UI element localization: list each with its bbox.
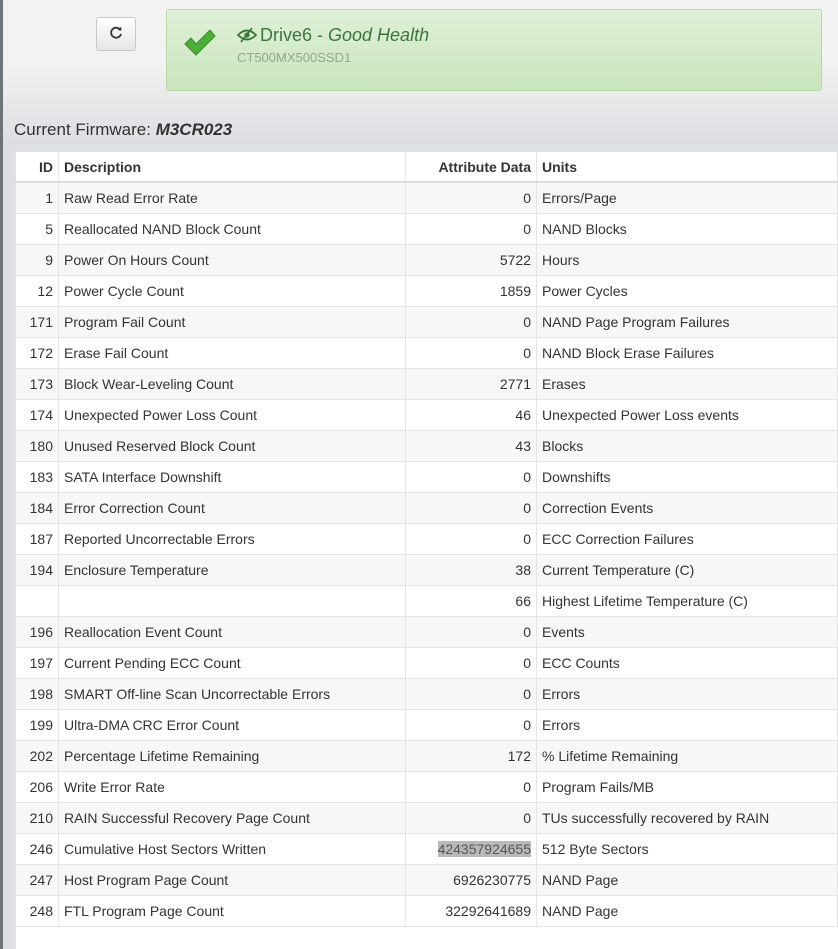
attribute-units: Blocks	[537, 431, 838, 462]
table-row[interactable]	[16, 896, 838, 927]
table-row[interactable]	[16, 400, 838, 431]
attribute-units: NAND Block Erase Failures	[537, 338, 838, 369]
attribute-id: 247	[16, 865, 59, 896]
eye-slash-icon	[237, 27, 257, 48]
attribute-description: RAIN Successful Recovery Page Count	[59, 803, 406, 834]
attribute-units: Events	[537, 617, 838, 648]
firmware-line	[14, 120, 232, 140]
attribute-description: Enclosure Temperature	[59, 555, 406, 586]
header-description[interactable]: Description	[59, 152, 406, 183]
attribute-description: Cumulative Host Sectors Written	[59, 834, 406, 865]
table-row[interactable]	[16, 493, 838, 524]
attribute-data: 0	[406, 524, 537, 555]
attribute-units: Erases	[537, 369, 838, 400]
table-header-row	[16, 152, 838, 183]
attribute-units: Errors/Page	[537, 182, 838, 214]
refresh-button[interactable]	[96, 17, 136, 51]
attribute-id: 196	[16, 617, 59, 648]
attribute-id: 187	[16, 524, 59, 555]
attribute-units: NAND Page	[537, 896, 838, 927]
attribute-id: 180	[16, 431, 59, 462]
table-footer-space	[15, 927, 838, 949]
attribute-units: 512 Byte Sectors	[537, 834, 838, 865]
table-row[interactable]	[16, 431, 838, 462]
window-edge	[0, 0, 3, 949]
table-row[interactable]	[16, 276, 838, 307]
attribute-id: 183	[16, 462, 59, 493]
checkmark-icon	[183, 28, 217, 61]
attribute-description: SATA Interface Downshift	[59, 462, 406, 493]
attribute-id: 172	[16, 338, 59, 369]
attribute-data: 0	[406, 803, 537, 834]
attribute-units: Errors	[537, 710, 838, 741]
attribute-description: Error Correction Count	[59, 493, 406, 524]
attribute-id: 246	[16, 834, 59, 865]
attribute-description: Current Pending ECC Count	[59, 648, 406, 679]
attribute-units: Power Cycles	[537, 276, 838, 307]
table-row[interactable]	[16, 307, 838, 338]
header-units[interactable]: Units	[537, 152, 838, 183]
attribute-data: 0	[406, 214, 537, 245]
table-row[interactable]	[16, 834, 838, 865]
attribute-description: Reported Uncorrectable Errors	[59, 524, 406, 555]
attribute-data: 32292641689	[406, 896, 537, 927]
attribute-data: 43	[406, 431, 537, 462]
attribute-id: 184	[16, 493, 59, 524]
table-row[interactable]	[16, 524, 838, 555]
table-row[interactable]	[16, 865, 838, 896]
attribute-id: 248	[16, 896, 59, 927]
attribute-description: Percentage Lifetime Remaining	[59, 741, 406, 772]
table-row[interactable]	[16, 679, 838, 710]
attribute-id: 202	[16, 741, 59, 772]
attribute-data: 0	[406, 307, 537, 338]
selected-text[interactable]: 424357924655	[437, 841, 531, 857]
table-row[interactable]	[16, 586, 838, 617]
attribute-data: 66	[406, 586, 537, 617]
attribute-id: 171	[16, 307, 59, 338]
attribute-data: 0	[406, 772, 537, 803]
attribute-units: ECC Counts	[537, 648, 838, 679]
attribute-description: Program Fail Count	[59, 307, 406, 338]
attribute-id: 210	[16, 803, 59, 834]
attribute-data: 5722	[406, 245, 537, 276]
attribute-units: Current Temperature (C)	[537, 555, 838, 586]
attribute-description: Reallocated NAND Block Count	[59, 214, 406, 245]
drive-status-panel	[166, 9, 822, 91]
header-id[interactable]: ID	[16, 152, 59, 183]
attribute-data: 0	[406, 493, 537, 524]
attribute-description: FTL Program Page Count	[59, 896, 406, 927]
attribute-id: 12	[16, 276, 59, 307]
attribute-id: 174	[16, 400, 59, 431]
attribute-data: 46	[406, 400, 537, 431]
attribute-id: 5	[16, 214, 59, 245]
drive-title	[237, 25, 429, 48]
attribute-units: NAND Page	[537, 865, 838, 896]
attribute-description	[59, 586, 406, 617]
firmware-label: Current Firmware:	[14, 120, 156, 139]
attribute-description: SMART Off-line Scan Uncorrectable Errors	[59, 679, 406, 710]
attribute-description: Block Wear-Leveling Count	[59, 369, 406, 400]
drive-name: Drive6	[260, 25, 313, 45]
table-row[interactable]	[16, 803, 838, 834]
attribute-description: Reallocation Event Count	[59, 617, 406, 648]
attribute-data: 0	[406, 338, 537, 369]
attribute-id: 198	[16, 679, 59, 710]
attribute-data	[406, 834, 537, 865]
attribute-id: 197	[16, 648, 59, 679]
firmware-version: M3CR023	[155, 120, 233, 139]
attribute-description: Unexpected Power Loss Count	[59, 400, 406, 431]
attribute-units: NAND Blocks	[537, 214, 838, 245]
table-row[interactable]	[16, 338, 838, 369]
header-attribute-data[interactable]: Attribute Data	[406, 152, 537, 183]
attribute-units: TUs successfully recovered by RAIN	[537, 803, 838, 834]
attribute-units: ECC Correction Failures	[537, 524, 838, 555]
attribute-units: Highest Lifetime Temperature (C)	[537, 586, 838, 617]
attribute-description: Power On Hours Count	[59, 245, 406, 276]
attribute-units: Unexpected Power Loss events	[537, 400, 838, 431]
table-row[interactable]	[16, 369, 838, 400]
smart-attributes-table	[15, 151, 838, 927]
attribute-description: Host Program Page Count	[59, 865, 406, 896]
table-row[interactable]	[16, 462, 838, 493]
attribute-data: 0	[406, 182, 537, 214]
attribute-data: 6926230775	[406, 865, 537, 896]
attribute-units: % Lifetime Remaining	[537, 741, 838, 772]
attribute-data: 0	[406, 710, 537, 741]
attribute-data: 0	[406, 679, 537, 710]
attribute-description: Erase Fail Count	[59, 338, 406, 369]
attribute-data: 0	[406, 462, 537, 493]
attribute-data: 2771	[406, 369, 537, 400]
attribute-data: 1859	[406, 276, 537, 307]
attribute-description: Ultra-DMA CRC Error Count	[59, 710, 406, 741]
attribute-data: 0	[406, 617, 537, 648]
table-row[interactable]	[16, 555, 838, 586]
table-row[interactable]	[16, 772, 838, 803]
attribute-id: 9	[16, 245, 59, 276]
attribute-description: Write Error Rate	[59, 772, 406, 803]
attribute-description: Power Cycle Count	[59, 276, 406, 307]
attribute-units: NAND Page Program Failures	[537, 307, 838, 338]
attribute-id: 173	[16, 369, 59, 400]
table-row[interactable]	[16, 648, 838, 679]
table-row[interactable]	[16, 741, 838, 772]
drive-model: CT500MX500SSD1	[237, 50, 352, 65]
attribute-id: 1	[16, 182, 59, 214]
attribute-id: 199	[16, 710, 59, 741]
attribute-data: 38	[406, 555, 537, 586]
attribute-units: Program Fails/MB	[537, 772, 838, 803]
table-row[interactable]	[16, 214, 838, 245]
table-row[interactable]	[16, 617, 838, 648]
attribute-data: 172	[406, 741, 537, 772]
title-separator: -	[312, 25, 329, 45]
attribute-id	[16, 586, 59, 617]
table-row[interactable]	[16, 182, 838, 214]
attribute-id: 194	[16, 555, 59, 586]
attribute-description: Unused Reserved Block Count	[59, 431, 406, 462]
table-row[interactable]	[16, 245, 838, 276]
refresh-icon	[108, 25, 124, 44]
attribute-data: 0	[406, 648, 537, 679]
attribute-units: Correction Events	[537, 493, 838, 524]
attribute-description: Raw Read Error Rate	[59, 182, 406, 214]
attribute-units: Hours	[537, 245, 838, 276]
health-status: Good Health	[328, 25, 430, 45]
table-row[interactable]	[16, 710, 838, 741]
attribute-units: Errors	[537, 679, 838, 710]
attribute-id: 206	[16, 772, 59, 803]
attribute-units: Downshifts	[537, 462, 838, 493]
